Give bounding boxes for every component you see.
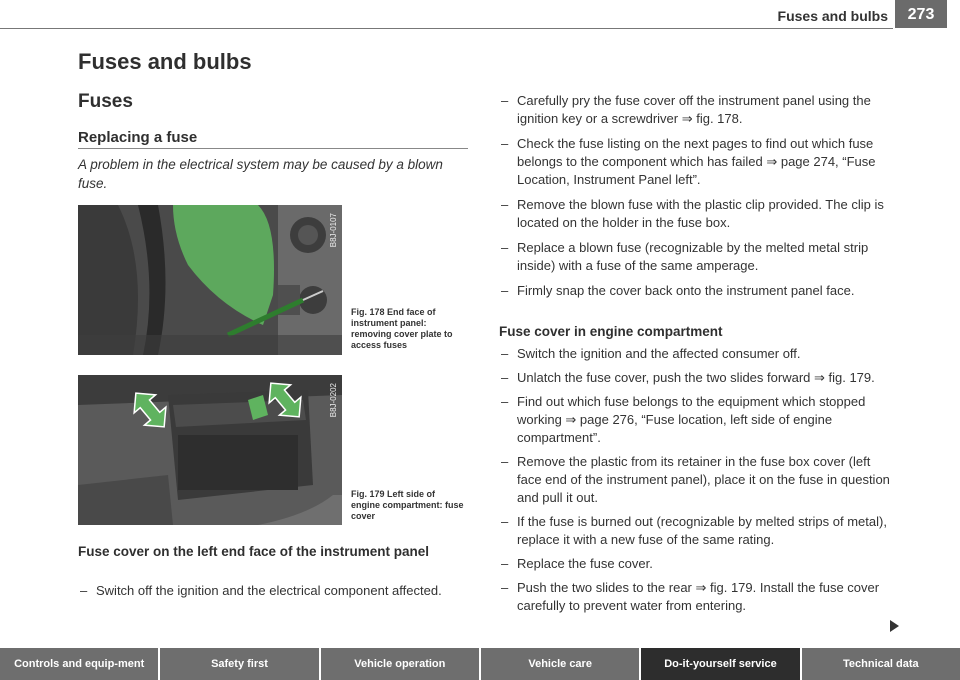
figure-179-code: B8J-0202 — [329, 383, 338, 418]
instrument-panel-illustration — [78, 205, 342, 355]
intro-text: A problem in the electrical system may be caused by a blown fuse. — [78, 157, 443, 191]
figure-179-image — [78, 375, 342, 525]
figure-179-caption: Fig. 179 Left side of engine compartment: fuse cover — [351, 489, 464, 521]
engine-compartment-illustration — [78, 375, 342, 525]
engine-compartment-steps — [499, 345, 894, 621]
list-item: – Switch the ignition and the affected consumer off. — [499, 345, 894, 363]
list-item: – Replace a blown fuse (recognizable by the melted metal strip inside) with a fuse of the same amperage. — [499, 239, 894, 275]
tab-do-it-yourself-service[interactable]: Do-it-yourself service — [641, 648, 799, 680]
list-item: – Unlatch the fuse cover, push the two slides forward ⇒ fig. 179. — [499, 369, 894, 387]
list-item: – Replace the fuse cover. — [499, 555, 894, 573]
list-item: – Remove the blown fuse with the plastic clip provided. The clip is located on the holder in the fuse box. — [499, 196, 894, 232]
subsection-heading: Replacing a fuse — [78, 129, 198, 146]
fuse-replacement-steps — [499, 92, 894, 307]
continue-arrow-icon — [890, 620, 899, 632]
instrument-panel-steps — [78, 582, 468, 607]
section-heading: Fuses — [78, 91, 133, 112]
list-item: – If the fuse is burned out (recognizable by melted strips of metal), replace it with a new fuse of the same rating. — [499, 513, 894, 549]
figure-178-caption: Fig. 178 End face of instrument panel: removing cover plate to access fuses — [351, 307, 453, 350]
figure-178-image — [78, 205, 342, 355]
tab-safety-first[interactable]: Safety first — [160, 648, 318, 680]
instrument-panel-heading: Fuse cover on the left end face of the instrument panel — [78, 544, 430, 559]
list-item: – Check the fuse listing on the next pages to find out which fuse belongs to the component which has failed ⇒ page 274, “Fuse Location, Instrument Panel left”. — [499, 135, 894, 189]
list-item: – Find out which fuse belongs to the equipment which stopped working ⇒ page 276, “Fuse location, left side of engine compartment”. — [499, 393, 894, 447]
engine-compartment-heading: Fuse cover in engine compartment — [499, 324, 723, 339]
page-number: 273 — [895, 0, 947, 28]
header-rule — [0, 28, 893, 29]
list-item: – Switch off the ignition and the electrical component affected. — [78, 582, 468, 600]
footer-nav — [0, 648, 960, 680]
tab-technical-data[interactable]: Technical data — [802, 648, 960, 680]
running-header-title: Fuses and bulbs — [777, 8, 888, 24]
figure-178-code: B8J-0107 — [329, 213, 338, 248]
tab-vehicle-operation[interactable]: Vehicle operation — [321, 648, 479, 680]
list-item: – Firmly snap the cover back onto the instrument panel face. — [499, 282, 894, 300]
subsection-rule — [78, 148, 468, 149]
list-item: – Remove the plastic from its retainer in the fuse box cover (left face end of the instrument panel), place it on the fuse in question and pull it out. — [499, 453, 894, 507]
page-heading: Fuses and bulbs — [78, 49, 252, 74]
list-item: – Push the two slides to the rear ⇒ fig. 179. Install the fuse cover carefully to prevent water from entering. — [499, 579, 894, 615]
list-item: – Carefully pry the fuse cover off the instrument panel using the ignition key or a screwdriver ⇒ fig. 178. — [499, 92, 894, 128]
tab-vehicle-care[interactable]: Vehicle care — [481, 648, 639, 680]
tab-controls-and-equipment[interactable]: Controls and equip-ment — [0, 648, 158, 680]
